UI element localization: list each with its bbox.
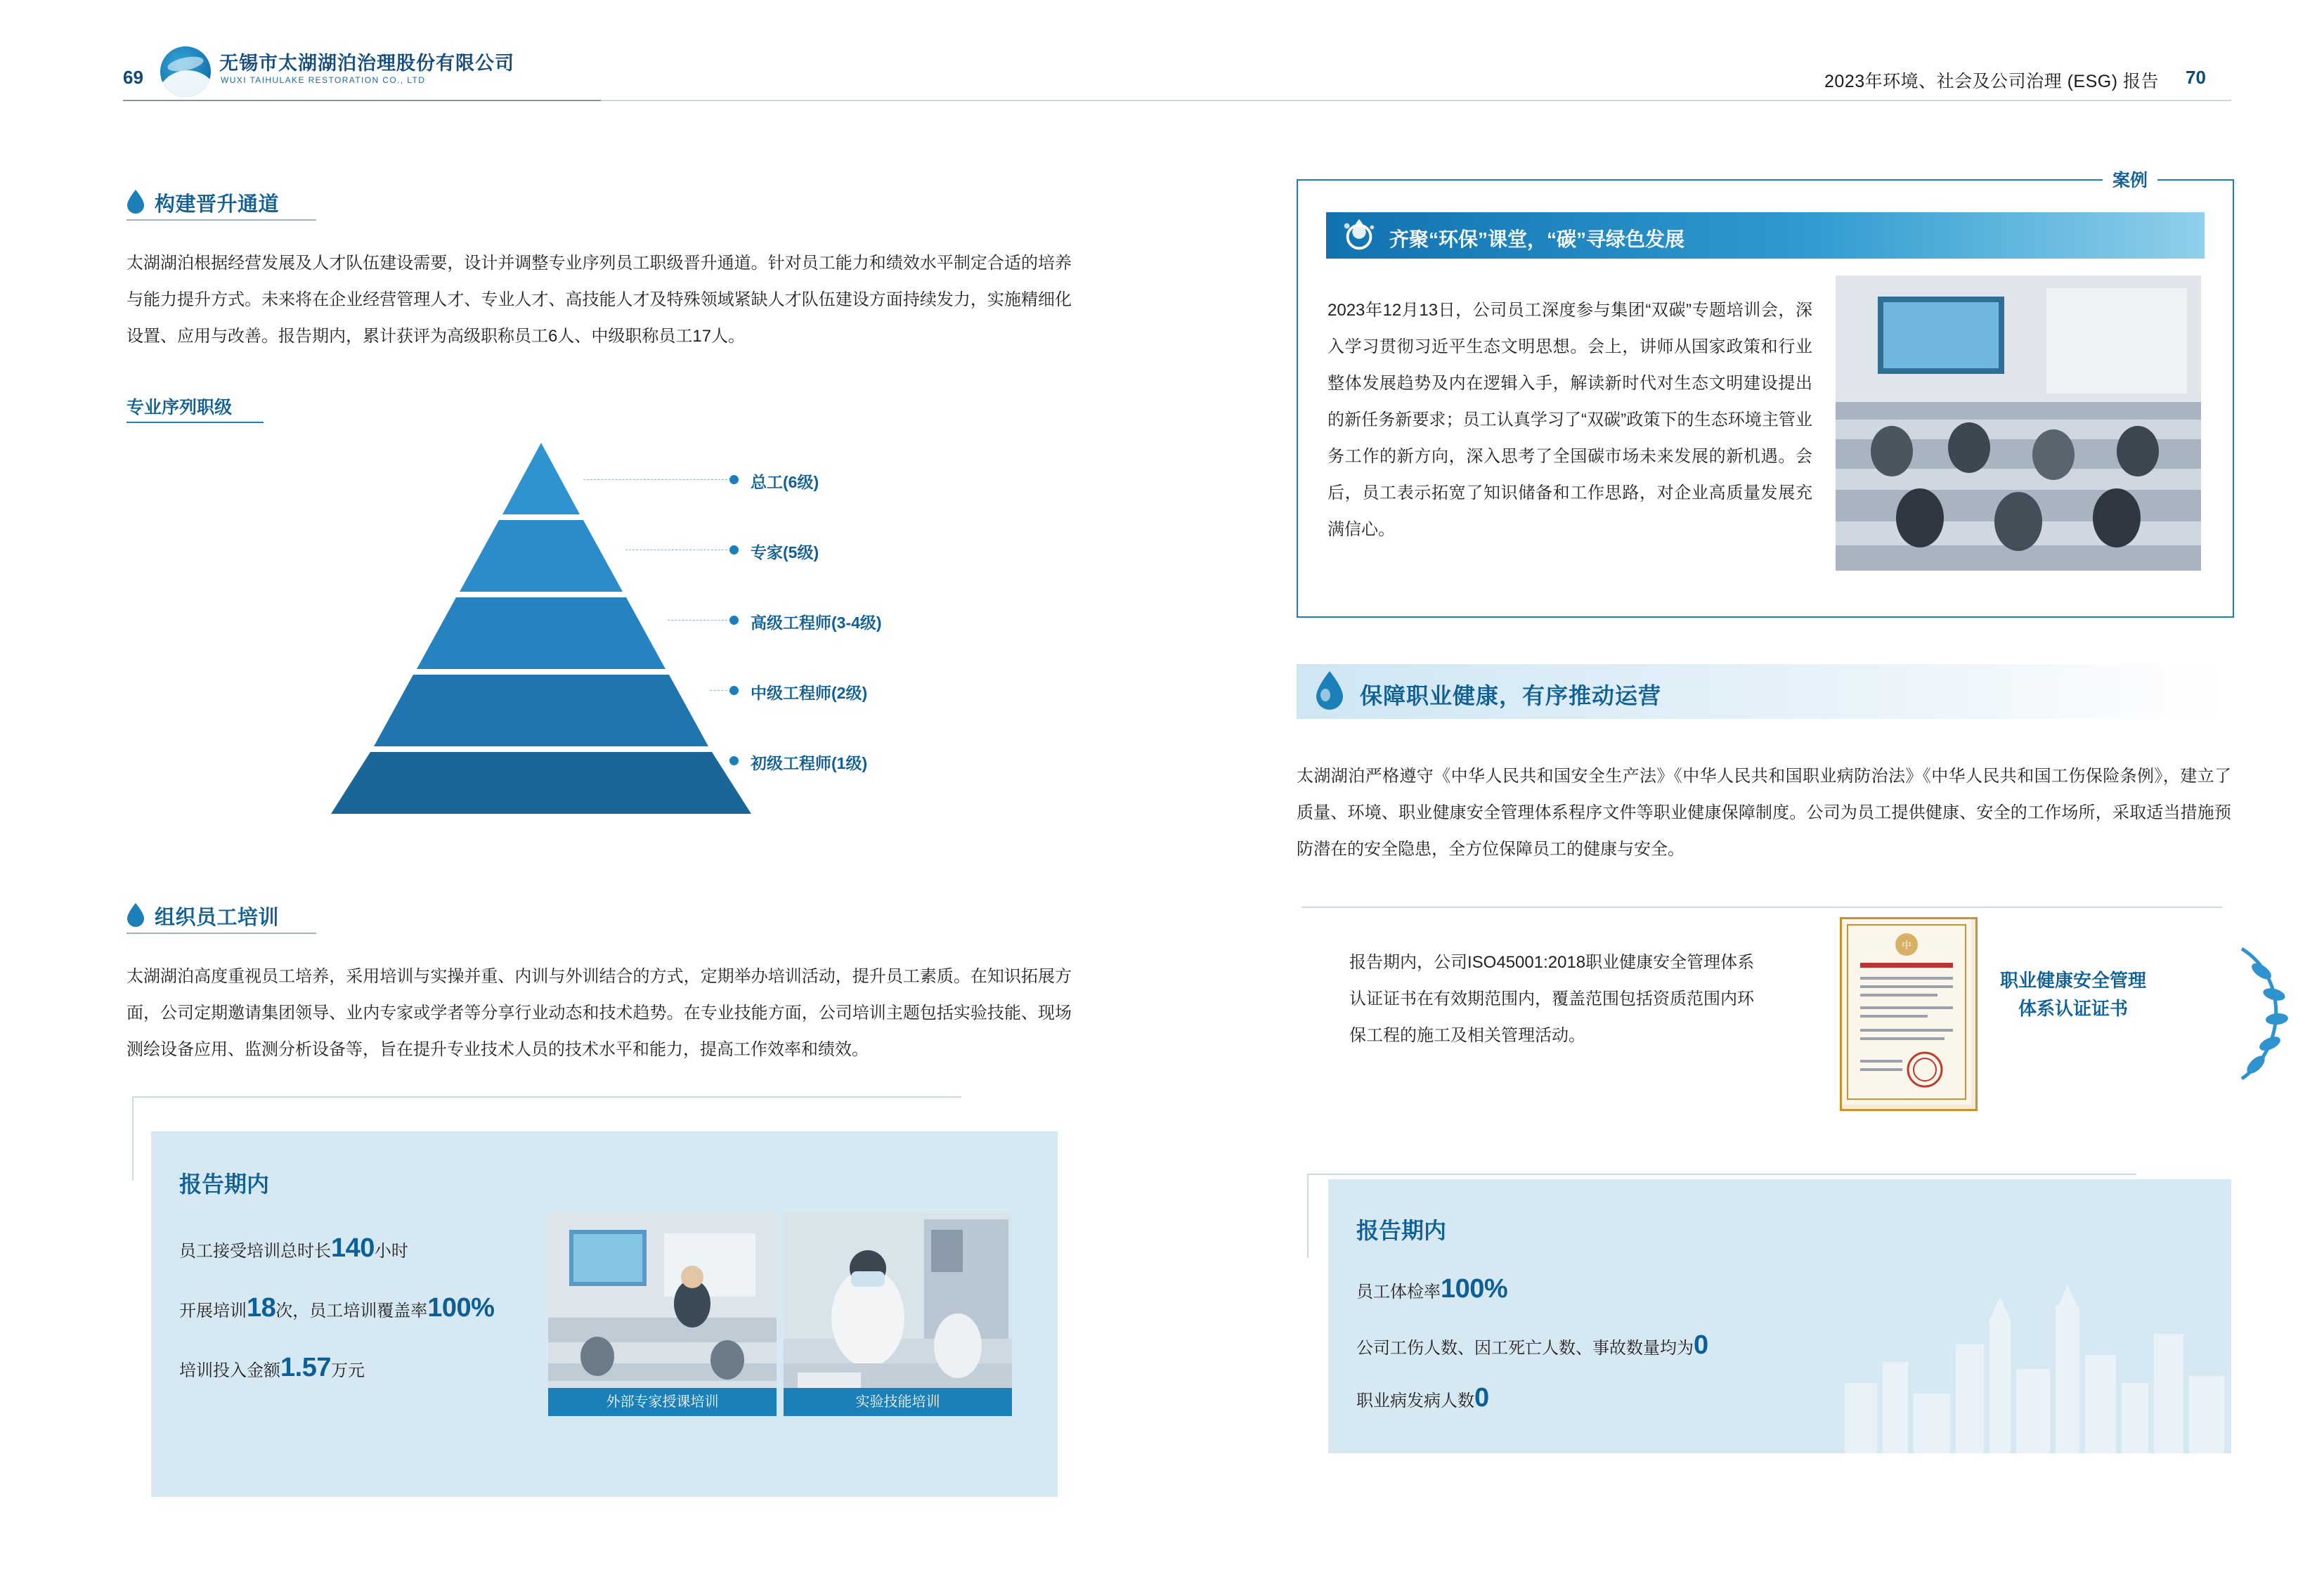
training-hours-line xyxy=(179,1233,408,1264)
occupational-disease-pre: 职业病发病人数 xyxy=(1356,1391,1474,1410)
corner-bracket-h xyxy=(132,1096,961,1098)
pyramid-connector xyxy=(710,690,727,692)
logo-company-cn: 无锡市太湖湖泊治理股份有限公司 xyxy=(219,53,514,74)
pyramid-dot xyxy=(729,686,739,695)
corner-bracket-v xyxy=(132,1096,134,1181)
pyramid-level-5: 专家(5级) xyxy=(751,543,819,562)
pyramid-dot xyxy=(729,616,739,625)
cert-divider-top xyxy=(1301,907,2222,908)
corner-bracket-v-right xyxy=(1307,1174,1309,1258)
training-photo-2 xyxy=(784,1212,1012,1416)
pyramid-label-underline xyxy=(126,422,264,423)
training-photo-1-caption: 外部专家授课培训 xyxy=(548,1388,777,1416)
section-title-underline xyxy=(126,219,316,221)
pyramid-level-1: 初级工程师(1级) xyxy=(751,754,868,772)
skyline-decoration xyxy=(1838,1278,2231,1453)
report-period-title: 报告期内 xyxy=(179,1172,270,1197)
training-investment-pre: 培训投入金额 xyxy=(179,1361,280,1380)
case-study-box xyxy=(1297,171,2234,618)
training-hours-pre: 员工接受培训总时长 xyxy=(179,1242,331,1261)
company-logo xyxy=(160,44,514,100)
cert-badge-label xyxy=(1961,966,2186,1023)
pyramid-dot xyxy=(729,756,739,765)
training-sessions-pre: 开展培训 xyxy=(179,1302,247,1320)
band-title-text: 保障职业健康，有序推动运营 xyxy=(1360,683,1662,708)
occupational-disease-line xyxy=(1356,1383,1489,1413)
pyramid-level-2: 中级工程师(2级) xyxy=(751,684,868,702)
pyramid-level-6: 总工(6级) xyxy=(751,473,819,491)
training-hours-number: 140 xyxy=(331,1233,375,1263)
pyramid-connector xyxy=(668,620,727,621)
pyramid-label: 专业序列职级 xyxy=(126,398,233,417)
training-coverage-number: 100% xyxy=(427,1293,495,1323)
occupational-health-paragraph: 太湖湖泊严格遵守《中华人民共和国安全生产法》《中华人民共和国职业病防治法》《中华人民共和国工伤保险条例》，建立了质量、环境、职业健康安全管理体系程序文件等职业健康保障制度。公司为员工提供健康、安全的工作场所，采取适当措施预防潜在的安全隐患，全方位保障员工的健康与安全。 xyxy=(1297,767,2231,859)
logo-icon xyxy=(160,46,211,97)
pyramid-dot xyxy=(729,475,739,484)
training-report-card xyxy=(151,1131,1058,1497)
page-number-left: 69 xyxy=(123,67,143,88)
injury-count-number: 0 xyxy=(1694,1330,1708,1360)
case-photo xyxy=(1836,275,2201,571)
svg-text:中: 中 xyxy=(1902,940,1911,951)
cert-text: 报告期内，公司ISO45001:2018职业健康安全管理体系认证证书在有效期范围内，覆盖范围包括资质范围内环保工程的施工及相关管理活动。 xyxy=(1349,953,1755,1045)
training-coverage-mid: 次，员工培训覆盖率 xyxy=(275,1302,428,1320)
cert-badge-line2: 体系认证证书 xyxy=(2018,998,2128,1019)
training-hours-post: 小时 xyxy=(374,1242,408,1261)
training-photo-2-caption: 实验技能培训 xyxy=(784,1388,1012,1416)
training-sessions-number: 18 xyxy=(247,1293,276,1323)
medical-checkup-number: 100% xyxy=(1441,1274,1508,1304)
water-splash-icon xyxy=(1339,215,1380,256)
case-heading-text: 齐聚“环保”课堂，“碳”寻绿色发展 xyxy=(1389,228,1685,250)
medical-checkup-line xyxy=(1356,1274,1507,1304)
training-investment-number: 1.57 xyxy=(280,1353,331,1382)
section-title-underline xyxy=(126,933,316,934)
occupational-disease-number: 0 xyxy=(1474,1383,1489,1413)
certificate-image xyxy=(1840,917,1978,1111)
header-divider-accent xyxy=(123,100,601,101)
injury-count-line xyxy=(1356,1330,1708,1361)
page-number-right: 70 xyxy=(2186,67,2206,88)
training-sessions-line xyxy=(179,1293,494,1323)
pyramid-connector xyxy=(583,479,727,481)
corner-bracket-h-right xyxy=(1307,1174,2136,1175)
pyramid-dot xyxy=(729,545,739,554)
medical-checkup-pre: 员工体检率 xyxy=(1356,1283,1441,1302)
report-title: 2023年环境、社会及公司治理 (ESG) 报告 xyxy=(1824,72,2159,91)
page-header xyxy=(0,0,2324,134)
section-title-promotion: 构建晋升通道 xyxy=(155,193,280,216)
case-tag: 案例 xyxy=(2103,167,2157,192)
case-heading-banner xyxy=(1326,212,2205,259)
health-report-card xyxy=(1328,1179,2231,1453)
droplet-icon xyxy=(126,903,145,927)
droplet-icon xyxy=(126,190,145,214)
career-level-pyramid xyxy=(260,429,882,822)
training-photo-1 xyxy=(548,1212,777,1416)
promotion-paragraph: 太湖湖泊根据经营发展及人才队伍建设需要，设计并调整专业序列员工职级晋升通道。针对员工能力和绩效水平制定合适的培养与能力提升方式。未来将在企业经营管理人才、专业人才、高技能人才及特殊领域紧缺人才队伍建设方面持续发力，实施精细化设置、应用与改善。报告期内，累计获评为高级职称员工6人、中级职称员工17人。 xyxy=(126,254,1072,346)
section-title-training: 组织员工培训 xyxy=(155,907,280,929)
injury-count-pre: 公司工伤人数、因工死亡人数、事故数量均为 xyxy=(1356,1339,1694,1358)
pyramid-level-34: 高级工程师(3-4级) xyxy=(751,614,882,632)
pyramid-connector xyxy=(625,550,727,551)
case-body-text: 2023年12月13日，公司员工深度参与集团“双碳”专题培训会，深入学习贯彻习近平生态文明思想。会上，讲师从国家政策和行业整体发展趋势及内在逻辑入手，解读新时代对生态文明建设提出的新任务新要求；员工认真学习了“双碳”政策下的生态环境主管业务工作的新方向，深入思考了全国碳市场未来发展的新机遇。会后，员工表示拓宽了知识储备和工作思路，对企业高质量发展充满信心。 xyxy=(1327,301,1812,539)
training-investment-post: 万元 xyxy=(330,1361,365,1380)
health-report-title: 报告期内 xyxy=(1356,1218,1447,1243)
training-paragraph: 太湖湖泊高度重视员工培养，采用培训与实操并重、内训与外训结合的方式，定期举办培训活动，提升员工素质。在知识拓展方面，公司定期邀请集团领导、业内专家或学者等分享行业动态和技术趋势。在专业技能方面，公司培训主题包括实验技能、现场测绘设备应用、监测分析设备等，旨在提升专业技术人员的技术水平和能力，提高工作效率和绩效。 xyxy=(126,967,1072,1059)
training-investment-line xyxy=(179,1353,365,1383)
logo-company-en: WUXI TAIHULAKE RESTORATION CO., LTD xyxy=(221,75,426,85)
droplet-icon-large xyxy=(1314,671,1342,710)
cert-badge-line1: 职业健康安全管理 xyxy=(1999,970,2146,991)
